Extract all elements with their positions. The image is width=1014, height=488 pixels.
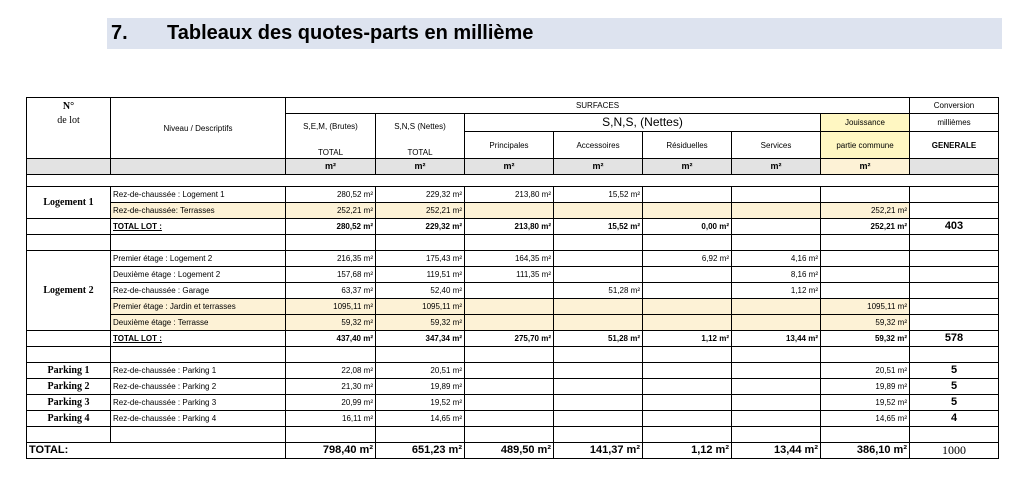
spacer xyxy=(376,347,465,363)
header-row-1 xyxy=(27,98,999,114)
millieme-cell: 578 xyxy=(910,331,999,347)
residuelles-cell xyxy=(643,411,732,427)
spacer xyxy=(732,347,821,363)
sem-cell: 157,68 m² xyxy=(286,267,376,283)
desc-cell: Premier étage : Logement 2 xyxy=(111,251,286,267)
millieme-cell xyxy=(910,283,999,299)
principales-cell: 111,35 m² xyxy=(465,267,554,283)
unit-empty xyxy=(910,159,999,175)
sns-cell: 347,34 m² xyxy=(376,331,465,347)
principales-cell: 275,70 m² xyxy=(465,331,554,347)
desc-cell: Rez-de-chaussée : Parking 3 xyxy=(111,395,286,411)
spacer xyxy=(111,235,286,251)
jouissance-cell: 252,21 m² xyxy=(821,203,910,219)
unit-empty xyxy=(111,159,286,175)
sns-nettes-header: S,N,S, (Nettes) xyxy=(465,114,821,132)
unit-cell: m² xyxy=(821,159,910,175)
desc-cell: Premier étage : Jardin et terrasses xyxy=(111,299,286,315)
spacer xyxy=(376,427,465,443)
accessoires-cell xyxy=(554,411,643,427)
principales-cell xyxy=(465,315,554,331)
lot-label: Parking 3 xyxy=(27,395,111,411)
jouissance-cell: 19,89 m² xyxy=(821,379,910,395)
sem-total-label: TOTAL xyxy=(317,148,344,157)
jouissance-header-2: partie commune xyxy=(821,132,910,159)
table-row xyxy=(27,203,999,219)
lot-header xyxy=(27,98,111,159)
accessoires-header: Accessoires xyxy=(554,132,643,159)
residuelles-cell: 6,92 m² xyxy=(643,251,732,267)
desc-cell: Rez-de-chaussée : Parking 1 xyxy=(111,363,286,379)
accessoires-cell: 15,52 m² xyxy=(554,187,643,203)
spacer xyxy=(910,235,999,251)
accessoires-cell: 51,28 m² xyxy=(554,331,643,347)
sns-header-label: S,N,S (Nettes) xyxy=(394,122,446,131)
services-cell: 13,44 m² xyxy=(732,331,821,347)
services-cell xyxy=(732,379,821,395)
table-row xyxy=(27,251,999,267)
unit-cell: m² xyxy=(465,159,554,175)
jouissance-cell xyxy=(821,283,910,299)
spacer xyxy=(27,235,111,251)
sem-cell: 59,32 m² xyxy=(286,315,376,331)
total-lot-label: TOTAL LOT : xyxy=(111,219,286,235)
quotes-parts-table xyxy=(26,97,999,459)
lot-label: Parking 4 xyxy=(27,411,111,427)
accessoires-cell xyxy=(554,267,643,283)
spacer xyxy=(111,427,286,443)
lot-label: Parking 1 xyxy=(27,363,111,379)
table-row xyxy=(27,363,999,379)
lot-header-line1: N° xyxy=(62,101,75,112)
millieme-cell xyxy=(910,299,999,315)
jouissance-cell: 1095,11 m² xyxy=(821,299,910,315)
sns-cell: 651,23 m² xyxy=(376,443,465,459)
residuelles-header: Résiduelles xyxy=(643,132,732,159)
conversion-header: Conversion xyxy=(910,98,999,114)
principales-cell xyxy=(465,203,554,219)
principales-cell xyxy=(465,363,554,379)
spacer xyxy=(27,347,111,363)
residuelles-cell xyxy=(643,379,732,395)
principales-cell xyxy=(465,395,554,411)
sem-cell: 216,35 m² xyxy=(286,251,376,267)
desc-cell: Rez-de-chaussée : Parking 2 xyxy=(111,379,286,395)
millieme-cell xyxy=(910,203,999,219)
millieme-cell: 5 xyxy=(910,363,999,379)
residuelles-cell xyxy=(643,203,732,219)
unit-cell: m² xyxy=(286,159,376,175)
spacer xyxy=(465,427,554,443)
total-lot-row xyxy=(27,219,999,235)
surfaces-header: SURFACES xyxy=(286,98,910,114)
services-cell: 13,44 m² xyxy=(732,443,821,459)
millieme-cell xyxy=(910,315,999,331)
spacer-row xyxy=(27,175,999,187)
lot-empty xyxy=(27,219,111,235)
section-heading xyxy=(107,18,1002,49)
services-cell xyxy=(732,395,821,411)
principales-header: Principales xyxy=(465,132,554,159)
spacer-row xyxy=(27,347,999,363)
table-row xyxy=(27,379,999,395)
sem-cell: 798,40 m² xyxy=(286,443,376,459)
unit-row xyxy=(27,159,999,175)
table-row xyxy=(27,267,999,283)
unit-cell: m² xyxy=(732,159,821,175)
accessoires-cell xyxy=(554,203,643,219)
jouissance-cell xyxy=(821,187,910,203)
sns-cell: 19,52 m² xyxy=(376,395,465,411)
milliemes-header: millièmes xyxy=(910,114,999,132)
accessoires-cell xyxy=(554,251,643,267)
jouissance-cell: 59,32 m² xyxy=(821,315,910,331)
sns-cell: 20,51 m² xyxy=(376,363,465,379)
millieme-cell xyxy=(910,251,999,267)
spacer xyxy=(554,235,643,251)
services-cell xyxy=(732,187,821,203)
sns-cell: 229,32 m² xyxy=(376,219,465,235)
lot-label: Parking 2 xyxy=(27,379,111,395)
services-cell xyxy=(732,219,821,235)
sns-cell: 119,51 m² xyxy=(376,267,465,283)
residuelles-cell xyxy=(643,395,732,411)
sns-cell: 1095,11 m² xyxy=(376,299,465,315)
table-row xyxy=(27,187,999,203)
sns-cell: 59,32 m² xyxy=(376,315,465,331)
jouissance-cell: 386,10 m² xyxy=(821,443,910,459)
sem-cell: 437,40 m² xyxy=(286,331,376,347)
services-cell: 8,16 m² xyxy=(732,267,821,283)
spacer xyxy=(732,235,821,251)
spacer xyxy=(643,235,732,251)
spacer xyxy=(821,235,910,251)
accessoires-cell xyxy=(554,315,643,331)
residuelles-cell: 1,12 m² xyxy=(643,331,732,347)
services-cell xyxy=(732,315,821,331)
services-cell xyxy=(732,363,821,379)
accessoires-cell xyxy=(554,299,643,315)
unit-empty xyxy=(27,159,111,175)
sns-total-label: TOTAL xyxy=(407,148,433,157)
services-cell: 1,12 m² xyxy=(732,283,821,299)
generale-header: GENERALE xyxy=(910,132,999,159)
millieme-cell xyxy=(910,267,999,283)
jouissance-cell: 14,65 m² xyxy=(821,411,910,427)
residuelles-cell xyxy=(643,267,732,283)
residuelles-cell xyxy=(643,363,732,379)
millieme-cell: 403 xyxy=(910,219,999,235)
desc-cell: Rez-de-chaussée : Logement 1 xyxy=(111,187,286,203)
desc-cell: Rez-de-chaussée : Garage xyxy=(111,283,286,299)
spacer xyxy=(643,347,732,363)
residuelles-cell xyxy=(643,299,732,315)
sem-cell: 1095,11 m² xyxy=(286,299,376,315)
spacer xyxy=(376,235,465,251)
sem-header xyxy=(286,114,376,159)
jouissance-cell: 20,51 m² xyxy=(821,363,910,379)
spacer xyxy=(286,235,376,251)
sns-cell: 175,43 m² xyxy=(376,251,465,267)
spacer-row xyxy=(27,235,999,251)
residuelles-cell: 0,00 m² xyxy=(643,219,732,235)
spacer xyxy=(27,427,111,443)
sns-cell: 52,40 m² xyxy=(376,283,465,299)
jouissance-cell: 19,52 m² xyxy=(821,395,910,411)
residuelles-cell xyxy=(643,283,732,299)
sns-cell: 14,65 m² xyxy=(376,411,465,427)
principales-cell xyxy=(465,299,554,315)
jouissance-cell xyxy=(821,267,910,283)
table-row xyxy=(27,395,999,411)
services-cell: 4,16 m² xyxy=(732,251,821,267)
millieme-cell: 5 xyxy=(910,395,999,411)
sem-cell: 21,30 m² xyxy=(286,379,376,395)
principales-cell xyxy=(465,283,554,299)
services-cell xyxy=(732,411,821,427)
spacer xyxy=(27,175,999,187)
principales-cell: 489,50 m² xyxy=(465,443,554,459)
grand-total-label: TOTAL: xyxy=(27,443,286,459)
desc-cell: Deuxième étage : Terrasse xyxy=(111,315,286,331)
grand-total-row xyxy=(27,443,999,459)
unit-cell: m² xyxy=(376,159,465,175)
lot-label: Logement 1 xyxy=(27,187,111,219)
principales-cell: 213,80 m² xyxy=(465,187,554,203)
millieme-cell: 5 xyxy=(910,379,999,395)
sem-header-label: S,E,M, (Brutes) xyxy=(303,122,358,131)
services-cell xyxy=(732,203,821,219)
sns-header xyxy=(376,114,465,159)
sem-cell: 252,21 m² xyxy=(286,203,376,219)
accessoires-cell xyxy=(554,379,643,395)
sns-cell: 252,21 m² xyxy=(376,203,465,219)
total-lot-label: TOTAL LOT : xyxy=(111,331,286,347)
jouissance-header: Jouissance xyxy=(821,114,910,132)
table-row xyxy=(27,299,999,315)
sem-cell: 22,08 m² xyxy=(286,363,376,379)
spacer xyxy=(910,347,999,363)
sns-cell: 19,89 m² xyxy=(376,379,465,395)
services-header: Services xyxy=(732,132,821,159)
millieme-cell: 4 xyxy=(910,411,999,427)
spacer xyxy=(821,347,910,363)
sns-cell: 229,32 m² xyxy=(376,187,465,203)
spacer xyxy=(821,427,910,443)
unit-cell: m² xyxy=(554,159,643,175)
sem-cell: 20,99 m² xyxy=(286,395,376,411)
desc-cell: Rez-de-chaussée: Terrasses xyxy=(111,203,286,219)
sem-cell: 16,11 m² xyxy=(286,411,376,427)
spacer xyxy=(732,427,821,443)
principales-cell xyxy=(465,411,554,427)
spacer xyxy=(554,427,643,443)
accessoires-cell: 15,52 m² xyxy=(554,219,643,235)
jouissance-cell: 59,32 m² xyxy=(821,331,910,347)
principales-cell xyxy=(465,379,554,395)
residuelles-cell xyxy=(643,315,732,331)
residuelles-cell: 1,12 m² xyxy=(643,443,732,459)
spacer xyxy=(286,427,376,443)
table-row xyxy=(27,411,999,427)
principales-cell: 164,35 m² xyxy=(465,251,554,267)
spacer xyxy=(465,235,554,251)
accessoires-cell: 51,28 m² xyxy=(554,283,643,299)
lot-header-line2: de lot xyxy=(57,115,80,126)
spacer xyxy=(910,427,999,443)
sem-cell: 280,52 m² xyxy=(286,219,376,235)
services-cell xyxy=(732,299,821,315)
millieme-cell xyxy=(910,187,999,203)
total-lot-row xyxy=(27,331,999,347)
sem-cell: 280,52 m² xyxy=(286,187,376,203)
table-row xyxy=(27,315,999,331)
spacer-row xyxy=(27,427,999,443)
section-number: 7. xyxy=(111,22,128,44)
accessoires-cell: 141,37 m² xyxy=(554,443,643,459)
spacer xyxy=(111,347,286,363)
spacer xyxy=(643,427,732,443)
lot-empty xyxy=(27,331,111,347)
desc-cell: Rez-de-chaussée : Parking 4 xyxy=(111,411,286,427)
unit-cell: m² xyxy=(643,159,732,175)
desc-cell: Deuxième étage : Logement 2 xyxy=(111,267,286,283)
jouissance-cell xyxy=(821,251,910,267)
millieme-cell: 1000 xyxy=(910,443,999,459)
lot-label: Logement 2 xyxy=(27,251,111,331)
principales-cell: 213,80 m² xyxy=(465,219,554,235)
spacer xyxy=(554,347,643,363)
accessoires-cell xyxy=(554,395,643,411)
accessoires-cell xyxy=(554,363,643,379)
niveau-header: Niveau / Descriptifs xyxy=(111,98,286,159)
residuelles-cell xyxy=(643,187,732,203)
table-row xyxy=(27,283,999,299)
spacer xyxy=(465,347,554,363)
section-title: Tableaux des quotes-parts en millième xyxy=(167,22,534,44)
spacer xyxy=(286,347,376,363)
sem-cell: 63,37 m² xyxy=(286,283,376,299)
jouissance-cell: 252,21 m² xyxy=(821,219,910,235)
